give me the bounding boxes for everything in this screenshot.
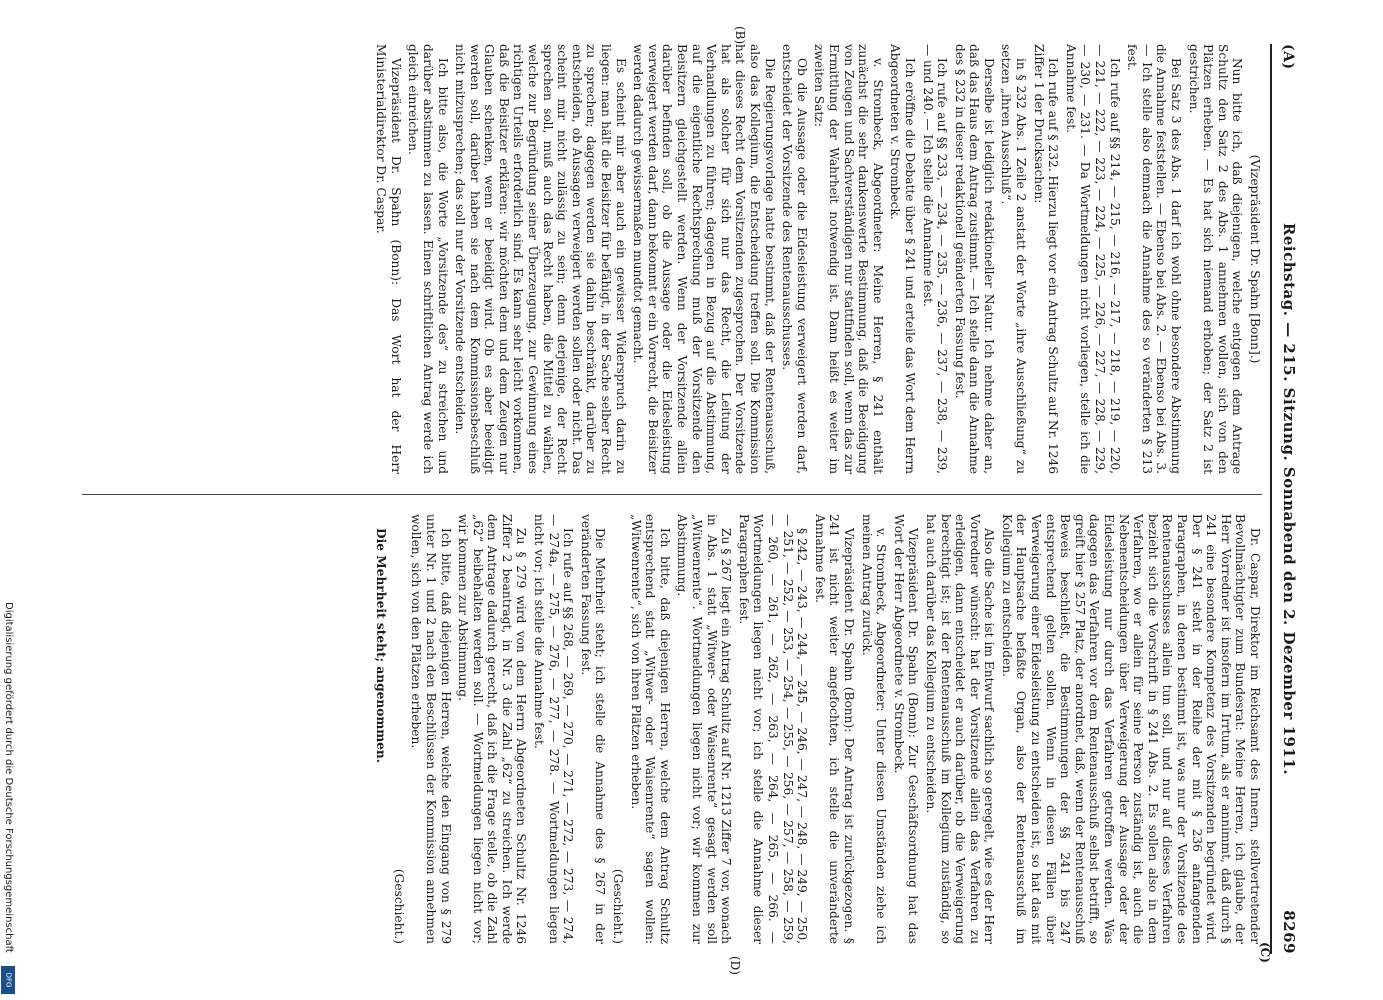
paragraph: Also die Sache ist im Entwurf sachlich so geregelt, wie es der Herr Vorredner wünscht: hat der Vorsitzende allein das Verfahren zu erledigen, dann entscheidet er auch darüber, ob die Verweigerung berechtigt ist; ist der Rentenausschuß im Kollegium zuständig, so hat auch darüber das Kollegium zu entscheiden. bbox=[923, 514, 997, 944]
margin-marker-d: (D) bbox=[728, 956, 742, 975]
page-number: 8269 bbox=[1280, 910, 1298, 954]
header-rule bbox=[1270, 44, 1272, 954]
paragraph: Derselbe ist lediglich redaktioneller Natur. Ich nehme daher an, daß das Haus dem Antrag zustimmt. — Ich stelle dann die Annahme des § 232 in dieser redaktionell geänderten Fassung fest. bbox=[952, 44, 996, 474]
page-header bbox=[1272, 44, 1302, 954]
paragraph: Die Mehrheit steht; ich stelle die Annahme des § 267 in der veränderten Fassung fest. bbox=[578, 514, 608, 944]
margin-marker-a: (A) bbox=[1280, 44, 1296, 70]
stage-direction: (Geschieht.) bbox=[391, 868, 406, 944]
paragraph: Ich rufe auf §§ 268, — 269, — 270, — 271, — 272, — 273, — 274, — 274a, — 275, — 276, — 277, — 278. — Wortmeldungen liegen nicht vor; ich stelle die Annahme fest. bbox=[532, 514, 576, 944]
speech: Dr. Caspar, Direktor im Reichsamt des Innern, stellvertretender Bevollmächtigter zum Bundesrat: Meine Herren, ich glaube, der Herr Vorredner ist insofern im Irrtum, als er annimmt, daß durch § 241 eine besondere Kompetenz des Vorsitzenden begründet wird. Der § 241 steht in der Reihe der mit § 236 anfangenden Paragraphen, in denen bestimmt ist, was nur der Vorsitzende des Rentenausschusses allein tun soll, und nur auf dieses Verfahren bezieht sich die Vorschrift in § 241 Abs. 2. Es sollen also in dem Verfahren, wo er allein für seine Person zuständig ist, auch die Nebenentscheidungen über Verweigerung der Aussage oder der Eidesleistung nur durch das Verfahren getroffen werden. Was dagegen das Verfahren vor dem Rentenausschuß selbst betrifft, so greift hier § 257 Platz, der anordnet, daß, wenn der Rentenausschuß Beweis beschließt, die Bestimmungen der §§ 241 bis 247 entsprechend gelten sollen. Wenn in diesen Fällen über Verweigerung einer Eidesleistung zu entscheiden ist, so hat das mit der Hauptsache befaßte Organ, also der Rentenausschuß im Kollegium zu entscheiden. bbox=[999, 514, 1262, 944]
margin-marker-b: (B) bbox=[733, 26, 747, 45]
paragraph: Ich rufe auf § 232. Hierzu liegt vor ein Antrag Schultz auf Nr. 1246 Ziffer 1 der Drucksachen: bbox=[1031, 44, 1061, 474]
speaker-turn: v. Strombeck, Abgeordneter: Unter diesen Umständen ziehe ich meinen Antrag zurück. bbox=[859, 514, 889, 944]
left-column bbox=[72, 44, 1262, 474]
dfg-logo bbox=[1, 966, 15, 994]
continued-speaker-line: (Vizepräsident Dr. Spahn [Bonn].) bbox=[1248, 154, 1262, 364]
logo-text: DFG bbox=[4, 972, 12, 988]
paragraph: Ich bitte also, die Worte „Vorsitzende des“ zu streichen und darüber abstimmen zu lassen. Einen schriftlichen Antrag werde ich gleich einreichen. bbox=[406, 44, 450, 474]
speaker-turn: Vizepräsident Dr. Spahn (Bonn): Zur Geschäftsordnung hat das Wort der Herr Abgeordnete v. Strombeck. bbox=[891, 514, 921, 944]
speaker-turn: Vizepräsident Dr. Spahn (Bonn): Der Antrag ist zurückgezogen. § 241 ist nicht weiter angefochten, ich stelle die unveränderte Annahme fest. bbox=[812, 514, 856, 944]
stage-direction: (Geschieht.) bbox=[611, 868, 626, 944]
paragraph: Die Regierungsvorlage hatte bestimmt, daß der Rentenausschuß, also das Kollegium, die Entscheidung treffen soll. Die Kommission hat dieses Recht dem Vorsitzenden zugesprochen. Der Vorsitzende hat als solcher für sich nur das Recht, die Leitung der Verhandlungen zu führen; dagegen in Bezug auf die Abstimmung, auf die eigentliche Rechtsprechung muß der Vorsitzende den Beisitzern gleichgestellt werden. Wenn der Vorsitzende allein darüber befinden soll, ob die Aussage oder die Eidesleistung verweigert werden darf, dann bekommt er ein Vorrecht, die Beisitzer werden dadurch gewissermaßen mundtot gemacht. bbox=[631, 44, 777, 474]
quoted-law-text: Ob die Aussage oder die Eidesleistung verweigert werden darf, entscheidet der Vorsitzende des Rentenausschusses. bbox=[780, 44, 809, 474]
right-column bbox=[72, 514, 1262, 944]
credit-text: Digitalisierung gefördert durch die Deutsche Forschungsgemeinschaft bbox=[3, 602, 14, 953]
paragraph: Ich bitte, daß diejenigen Herren, welche dem Antrag Schultz entsprechend statt „Witwer- oder Waisenrente“ sagen wollen: „Witwenrente“, sich von ihren Plätzen erheben. bbox=[628, 514, 672, 944]
quoted-motion: in § 232 Abs. 1 Zeile 2 anstatt der Worte „ihre Ausschließung“ zu setzen „ihren Ausschluß“. bbox=[999, 44, 1029, 474]
paragraph: Ich eröffne die Debatte über § 241 und erteile das Wort dem Herrn Abgeordneten v. Strombeck. bbox=[888, 44, 917, 474]
page-title: Reichstag. — 215. Sitzung. Sonnabend den 2. Dezember 1911. bbox=[1280, 222, 1298, 776]
speaker-turn: Vizepräsident Dr. Spahn (Bonn): Das Wort hat der Herr Ministerialdirektor Dr. Caspar. bbox=[374, 44, 403, 474]
paragraph: Ich rufe auf §§ 214, — 215, — 216, — 217, — 218, — 219, — 220, — 221, — 222, — 223, — 224, — 225, — 226, — 227, — 228, — 229, — 230, — 231. — Da Wortmeldungen nicht vorliegen, stelle ich die Annahme fest. bbox=[1063, 44, 1122, 474]
margin-marker-c: (C) bbox=[1258, 942, 1272, 963]
column-divider bbox=[82, 494, 1262, 495]
paragraph: § 242, — 243, — 244, — 245, — 246, — 247, — 248, — 249, — 250, — 251, — 252, — 253, — 254, — 255, — 256, — 257, — 258, — 259, — 260, — 261, — 262, — 263, — 264, — 265, — 266. — Wortmeldungen liegen nicht vor; ich stelle die Annahme dieser Paragraphen fest. bbox=[736, 514, 810, 944]
paragraph: Zu § 267 liegt ein Antrag Schultz auf Nr. 1213 Ziffer 7 vor, wonach in Abs. 1 statt „Witwer- oder Waisenrente“ gesagt werden soll „Witwenrente“. Wortmeldungen liegen nicht vor; wir kommen zur Abstimmung. bbox=[675, 514, 734, 944]
speech: v. Strombeck, Abgeordneter: Meine Herren, § 241 enthält zunächst die sehr dankenswerte Bestimmung, daß die Beeidigung von Zeugen und Sachverständigen nur stattfinden soll, wenn das zur Ermittlung der Wahrheit notwendig ist. Dann heißt es weiter im zweiten Satz: bbox=[812, 44, 885, 474]
vote-result: Die Mehrheit steht; angenommen. bbox=[374, 528, 389, 763]
paragraph: Zu § 279 wird von dem Herrn Abgeordneten Schultz Nr. 1246 Ziffer 2 beantragt, in Nr. 3 die Zahl „62“ zu streichen. Ich werde dem Antrage dadurch gerecht, daß ich die Frage stelle, ob die Zahl „62“ beibehalten werden soll. — Wortmeldungen liegen nicht vor; wir kommen zur Abstimmung. bbox=[456, 514, 529, 944]
paragraph: Bei Satz 3 des Abs. 1 darf ich wohl ohne besondere Abstimmung die Annahme feststellen. — Ebenso bei Abs. 2. — Ebenso bei Abs. 3. — Ich stelle also demnach die Annahme des so veränderten § 213 fest. bbox=[1125, 44, 1184, 474]
rotated-document-page bbox=[57, 26, 1302, 975]
paragraph: Nun bitte ich, daß diejenigen, welche entgegen dem Antrage Schultz den Satz 2 des Abs. 1 annehmen wollen, sich von den Plätzen erheben. — Es hat sich niemand erhoben; der Satz 2 ist gestrichen. bbox=[1186, 44, 1245, 474]
paragraph: Ich bitte, daß diejenigen Herren, welche den Eingang von § 279 unter Nr. 1 und 2 nach den Beschlüssen der Kommission annehmen wollen, sich von den Plätzen erheben. bbox=[409, 514, 453, 944]
digitization-credit bbox=[1, 602, 21, 992]
paragraph: Ich rufe auf §§ 233, — 234, — 235, — 236, — 237, — 238, — 239, — und 240. — Ich stelle die Annahme fest. bbox=[920, 44, 950, 474]
paragraph: Es scheint mir aber auch ein gewisser Widerspruch darin zu liegen: man hält die Beisitzer für befähigt, in der Sache selber Recht zu sprechen; dagegen werden sie dahin beschränkt, darüber zu entscheiden, ob Aussagen verweigert werden sollen oder nicht. Das scheint mir nicht zulässig zu sein; denn derjenige, der Recht sprechen soll, muß auch das Recht haben, die Mittel zu wählen, welche zur Begründung seiner Überzeugung, zur Gewinnung eines richtigen Urteils erforderlich sind. Es kann sehr leicht vorkommen, daß die Beisitzer erklären: wir möchten dem und dem Zeugen nur Glauben schenken, wenn er beeidigt wird. Ob es aber beeidigt werden soll, darüber haben sie nach dem Kommissionsbeschluß nicht mitzusprechen; das soll nur der Vorsitzende entscheiden. bbox=[453, 44, 628, 474]
